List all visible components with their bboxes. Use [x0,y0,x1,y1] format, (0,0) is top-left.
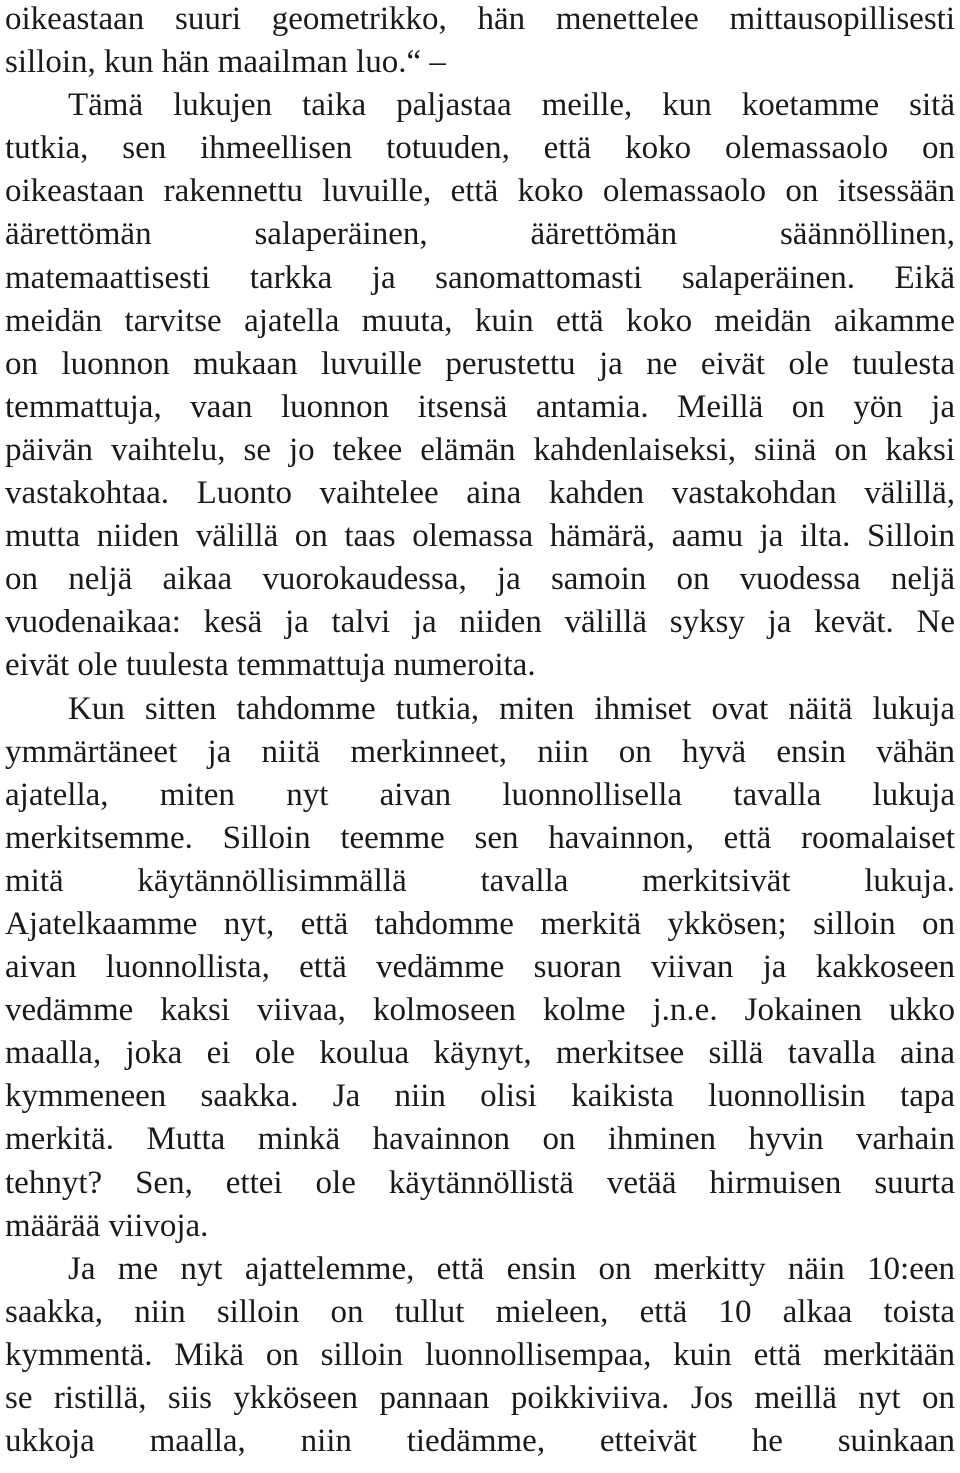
text-line: se ristillä, siis ykköseen pannaan poikkiviiva. Jos meillä nyt on [5,1380,955,1416]
paragraph [5,86,955,689]
text-line: mitä käytännöllisimmällä tavalla merkitsivät lukuja. [5,862,955,899]
text-line: temmattuja, vaan luonnon itsensä antamia. Meillä on yön ja [5,388,955,425]
text-line: maalla, joka ei ole koulua käynyt, merkitsee sillä tavalla aina [5,1035,955,1072]
text-line: eivät ole tuulesta temmattuja numeroita. [5,647,536,684]
text-line: meidän tarvitse ajatella muuta, kuin että koko meidän aikamme [5,302,955,339]
text-line: on luonnon mukaan luvuille perustettu ja ne eivät ole tuulesta [5,345,955,382]
paragraph [5,0,955,86]
text-line: vastakohtaa. Luonto vaihtelee aina kahden vastakohdan välillä, [5,475,955,512]
text-line: aivan luonnollista, että vedämme suoran viivan ja kakkoseen [5,949,955,986]
text-line: on neljä aikaa vuorokaudessa, ja samoin on vuodessa neljä [5,561,955,598]
text-line: Tämä lukujen taika paljastaa meille, kun koetamme sitä [68,87,955,124]
text-line: kymmeneen saakka. Ja niin olisi kaikista luonnollisin tapa [5,1078,955,1115]
text-line: vuodenaikaa: kesä ja talvi ja niiden välillä syksy ja kevät. Ne [5,604,955,641]
text-line: oikeastaan suuri geometrikko, hän menettelee mittausopillisesti [5,1,955,37]
text-line: äärettömän salaperäinen, äärettömän säännöllinen, [5,216,955,253]
text-line: Ajatelkaamme nyt, että tahdomme merkitä ykkösen; silloin on [5,905,955,942]
text-line: oikeastaan rakennettu luvuille, että koko olemassaolo on itsessään [5,173,955,210]
text-line: matemaattisesti tarkka ja sanomattomasti salaperäinen. Eikä [5,259,955,296]
text-line: merkitsemme. Silloin teemme sen havainnon, että roomalaiset [5,819,955,856]
text-line: määrää viivoja. [5,1207,209,1244]
text-line: merkitä. Mutta minkä havainnon on ihminen hyvin varhain [5,1121,955,1158]
text-line: tehnyt? Sen, ettei ole käytännöllistä vetää hirmuisen suurta [5,1164,955,1201]
paragraph [5,1250,955,1465]
document-page [5,0,955,1465]
text-line: Kun sitten tahdomme tutkia, miten ihmiset ovat näitä lukuja [68,690,955,727]
text-line: päivän vaihtelu, se jo tekee elämän kahdenlaiseksi, siinä on kaksi [5,431,955,468]
text-line: tutkia, sen ihmeellisen totuuden, että koko olemassaolo on [5,130,955,167]
text-line: mutta niiden välillä on taas olemassa hämärä, aamu ja ilta. Silloin [5,518,955,555]
text-line: ukkoja maalla, niin tiedämme, etteivät he suinkaan [5,1423,955,1460]
text-line: ajatella, miten nyt aivan luonnollisella tavalla lukuja [5,776,955,813]
text-line: vedämme kaksi viivaa, kolmoseen kolme j.n.e. Jokainen ukko [5,992,955,1029]
text-line: Ja me nyt ajattelemme, että ensin on merkitty näin 10:een [68,1250,955,1287]
text-line: ymmärtäneet ja niitä merkinneet, niin on hyvä ensin vähän [5,733,955,770]
paragraph [5,690,955,1250]
text-line: silloin, kun hän maailman luo.“ – [5,44,446,81]
text-line: kymmentä. Mikä on silloin luonnollisempaa, kuin että merkitään [5,1336,955,1373]
text-line: saakka, niin silloin on tullut mieleen, että 10 alkaa toista [5,1293,955,1330]
